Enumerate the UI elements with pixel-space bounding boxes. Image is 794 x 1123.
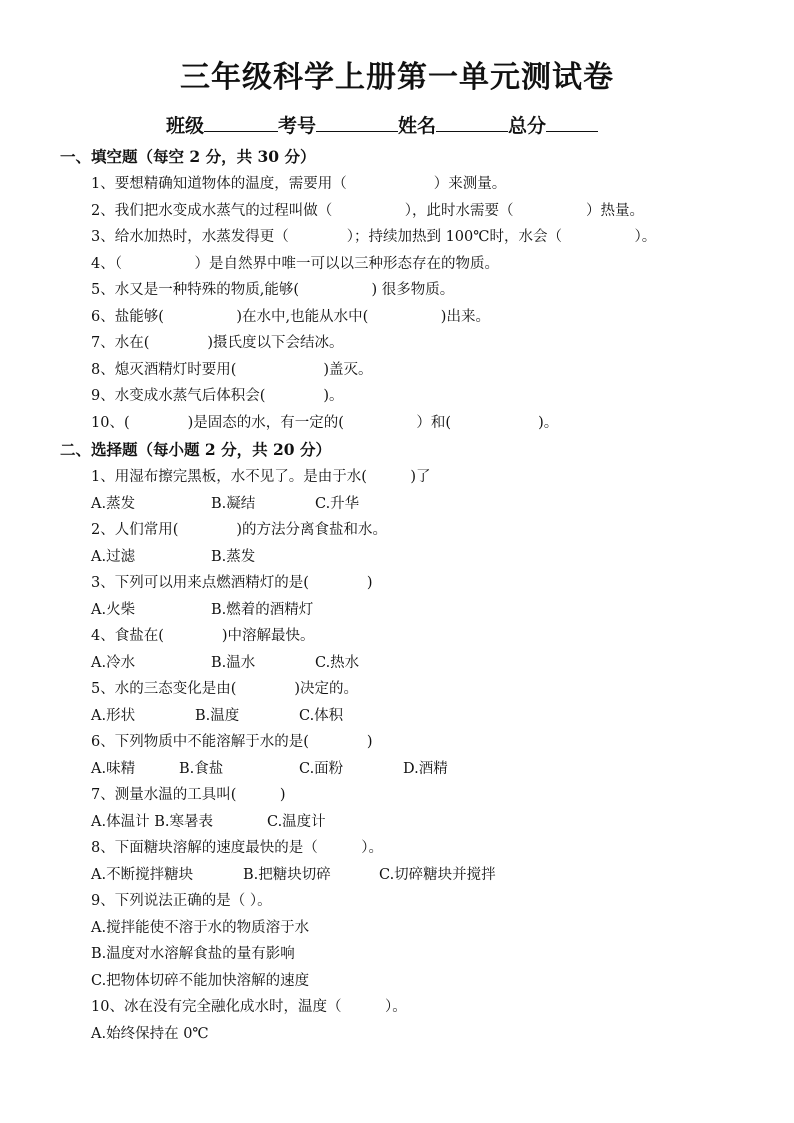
- choice-10-option-a: A.始终保持在 0℃: [91, 1026, 209, 1042]
- choice-4-option-a: A.冷水: [91, 655, 136, 671]
- choice-question-5: 5、水的三态变化是由( )决定的。: [91, 681, 359, 697]
- name-blank[interactable]: [436, 113, 508, 132]
- choice-question-3: 3、下列可以用来点燃酒精灯的是( ): [91, 575, 373, 591]
- choice-6-option-c: C.面粉: [299, 761, 344, 777]
- fill-question-1: 1、要想精确知道物体的温度，需要用（ ）来测量。: [91, 176, 507, 192]
- section1-heading: 一、填空题（每空 2 分，共 30 分）: [60, 147, 316, 166]
- choice-5-option-c: C.体积: [299, 708, 344, 724]
- choice-question-10: 10、冰在没有完全融化成水时，温度（ ）。: [91, 999, 407, 1015]
- choice-2-option-b: B.蒸发: [211, 549, 256, 565]
- choice-3-option-a: A.火柴: [91, 602, 136, 618]
- choice-7-option-c: C.温度计: [267, 814, 326, 830]
- choice-4-option-b: B.温水: [211, 655, 256, 671]
- choice-9-option-b: B.温度对水溶解食盐的量有影响: [91, 946, 295, 962]
- choice-question-2: 2、人们常用( )的方法分离食盐和水。: [91, 522, 388, 538]
- choice-1-option-b: B.凝结: [211, 496, 256, 512]
- choice-5-option-a: A.形状: [91, 708, 136, 724]
- choice-1-option-a: A.蒸发: [91, 496, 136, 512]
- fill-question-8: 8、熄灭酒精灯时要用( )盖灭。: [91, 362, 373, 378]
- choice-9-option-a: A.搅拌能使不溶于水的物质溶于水: [91, 920, 310, 936]
- section2-heading: 二、选择题（每小题 2 分，共 20 分）: [60, 440, 331, 459]
- score-blank[interactable]: [546, 113, 598, 132]
- choice-7-option-ab: A.体温计 B.寒暑表: [91, 814, 213, 830]
- choice-question-9: 9、下列说法正确的是（ ）。: [91, 893, 272, 909]
- fill-question-10: 10、( )是固态的水，有一定的( ）和( )。: [91, 415, 559, 431]
- choice-3-option-b: B.燃着的酒精灯: [211, 602, 314, 618]
- choice-1-option-c: C.升华: [315, 496, 360, 512]
- choice-question-1: 1、用湿布擦完黑板，水不见了。是由于水( )了: [91, 469, 431, 485]
- class-blank[interactable]: [204, 113, 278, 132]
- choice-6-option-d: D.酒精: [403, 761, 448, 777]
- name-label: 姓名: [398, 115, 437, 137]
- score-label: 总分: [508, 115, 547, 137]
- choice-question-6: 6、下列物质中不能溶解于水的是( ): [91, 734, 373, 750]
- choice-6-option-b: B.食盐: [179, 761, 224, 777]
- choice-8-option-c: C.切碎糖块并搅拌: [379, 867, 496, 883]
- choice-6-option-a: A.味精: [91, 761, 136, 777]
- fill-question-3: 3、给水加热时，水蒸发得更（ ）；持续加热到 100℃时，水会（ ）。: [91, 229, 657, 245]
- fill-question-2: 2、我们把水变成水蒸气的过程叫做（ ），此时水需要（ ）热量。: [91, 203, 644, 219]
- choice-5-option-b: B.温度: [195, 708, 240, 724]
- fill-question-9: 9、水变成水蒸气后体积会( )。: [91, 388, 344, 404]
- number-blank[interactable]: [316, 113, 398, 132]
- choice-8-option-b: B.把糖块切碎: [243, 867, 331, 883]
- choice-4-option-c: C.热水: [315, 655, 360, 671]
- choice-question-7: 7、测量水温的工具叫( ): [91, 787, 286, 803]
- fill-question-4: 4、（ ）是自然界中唯一可以以三种形态存在的物质。: [91, 256, 499, 272]
- class-label: 班级: [166, 115, 205, 137]
- exam-title: 三年级科学上册第一单元测试卷: [180, 60, 614, 95]
- student-info-line: [166, 113, 598, 139]
- choice-9-option-c: C.把物体切碎不能加快溶解的速度: [91, 973, 310, 989]
- choice-8-option-a: A.不断搅拌糖块: [91, 867, 194, 883]
- fill-question-7: 7、水在( )摄氏度以下会结冰。: [91, 335, 344, 351]
- fill-question-6: 6、盐能够( )在水中,也能从水中( )出来。: [91, 309, 490, 325]
- fill-question-5: 5、水又是一种特殊的物质,能够( ) 很多物质。: [91, 282, 455, 298]
- choice-2-option-a: A.过滤: [91, 549, 136, 565]
- number-label: 考号: [278, 115, 317, 137]
- choice-question-4: 4、食盐在( )中溶解最快。: [91, 628, 315, 644]
- choice-question-8: 8、下面糖块溶解的速度最快的是（ ）。: [91, 840, 383, 856]
